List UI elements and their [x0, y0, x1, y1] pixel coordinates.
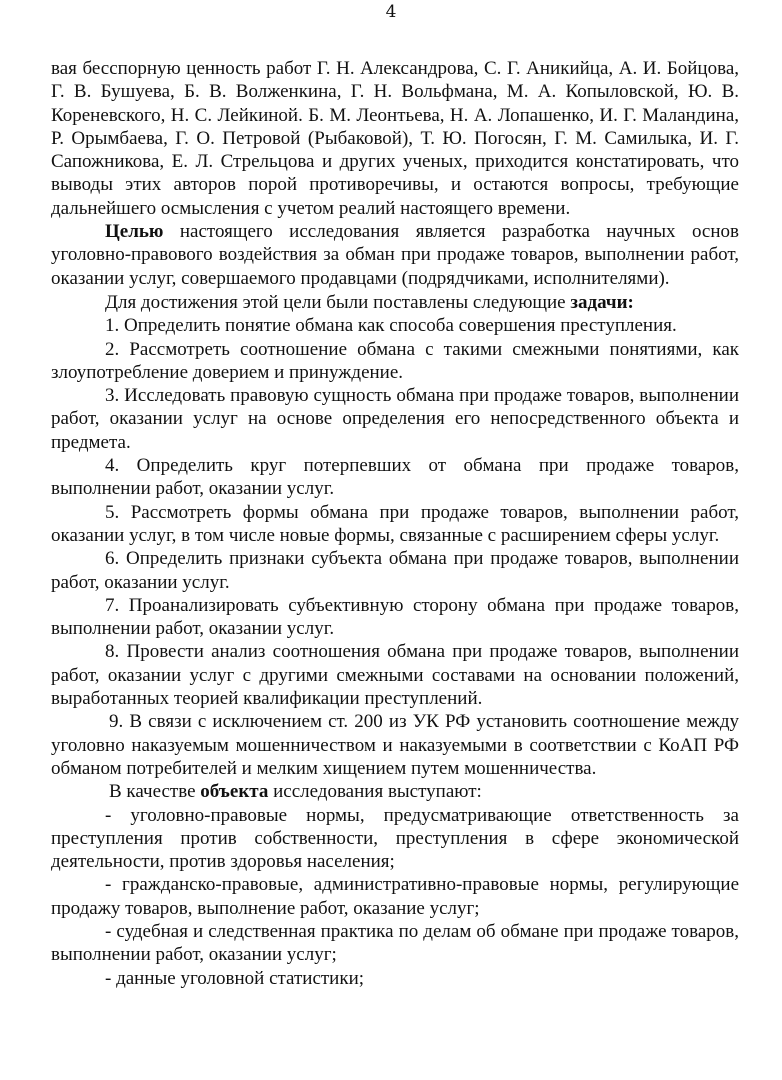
- task-item-9: 9. В связи с исключением ст. 200 из УК РФ установить соотношение между уголовно наказуемым мошенничеством и наказуемыми в соответствии с КоАП РФ обманом потребителей и мелким хищением путем мошенничества.: [51, 711, 739, 779]
- page-number: 4: [385, 2, 397, 22]
- object-item-2: - гражданско-правовые, административно-правовые нормы, регулирующие продажу товаров, выполнение работ, оказание услуг;: [51, 874, 739, 919]
- task-item-1: 1. Определить понятие обмана как способа совершения преступления.: [105, 315, 677, 337]
- task-item-2: 2. Рассмотреть соотношение обмана с такими смежными понятиями, как злоупотребление доверием и принуждение.: [51, 338, 739, 383]
- tasks-intro-text: Для достижения этой цели были поставлены следующие: [105, 291, 571, 313]
- goal-text: настоящего исследования является разработка научных основ уголовно-правового воздействия за обман при продаже товаров, выполнении работ, оказании услуг, совершаемого продавцами (подрядчиками, исполнителями).: [51, 221, 739, 289]
- paragraph-goal: [51, 220, 739, 290]
- paragraph-intro-continued: вая бесспорную ценность работ Г. Н. Александрова, С. Г. Аникийца, А. И. Бойцова, Г. В. Бушуева, Б. В. Волженкина, Г. Н. Вольфмана, М. А. Копыловской, Ю. В. Кореневского, Н. С. Лейкиной. Б. М. Леонтьева, Н. А. Лопашенко, И. Г. Маландина, Р. Орымбаева, Г. О. Петровой (Рыбаковой), Т. Ю. Погосян, Г. М. Самилыка, И. Г. Сапожникова, Е. Л. Стрельцова и других ученых, приходится констатировать, что выводы этих авторов порой противоречивы, и остаются вопросы, требующие дальнейшего осмысления с учетом реалий настоящего времени.: [51, 58, 739, 219]
- paragraph-object-intro: [51, 780, 739, 803]
- task-item-4: 4. Определить круг потерпевших от обмана при продаже товаров, выполнении работ, оказании услуг.: [51, 455, 739, 500]
- goal-keyword: Целью: [105, 221, 164, 243]
- task-item-8: 8. Провести анализ соотношения обмана при продаже товаров, выполнении работ, оказании услуг с другими смежными составами на основании положений, выработанных теорией квалификации преступлений.: [51, 641, 739, 710]
- object-item-4: - данные уголовной статистики;: [105, 967, 365, 989]
- task-item-6: 6. Определить признаки субъекта обмана при продаже товаров, выполнении работ, оказании услуг.: [51, 548, 739, 593]
- paragraph-tasks-intro: [51, 291, 739, 314]
- body-text: [51, 57, 739, 990]
- task-item-5: 5. Рассмотреть формы обмана при продаже товаров, выполнении работ, оказании услуг, в том числе новые формы, связанные с расширением сферы услуг.: [51, 501, 739, 546]
- task-item-3: 3. Исследовать правовую сущность обмана при продаже товаров, выполнении работ, оказании услуг на основе определения его непосредственного объекта и предмета.: [51, 385, 739, 453]
- object-keyword: объекта: [200, 781, 269, 803]
- object-intro-text: В качестве: [109, 781, 201, 803]
- tasks-keyword: задачи:: [570, 291, 634, 313]
- object-item-3: - судебная и следственная практика по делам об обмане при продаже товаров, выполнении работ, оказании услуг;: [51, 920, 739, 966]
- object-item-1: - уголовно-правовые нормы, предусматривающие ответственность за преступления против собственности, преступления в сфере экономической деятельности, против здоровья населения;: [51, 804, 739, 873]
- object-intro-end: исследования выступают:: [268, 781, 482, 803]
- task-item-7: 7. Проанализировать субъективную сторону обмана при продаже товаров, выполнении работ, оказании услуг.: [51, 594, 739, 640]
